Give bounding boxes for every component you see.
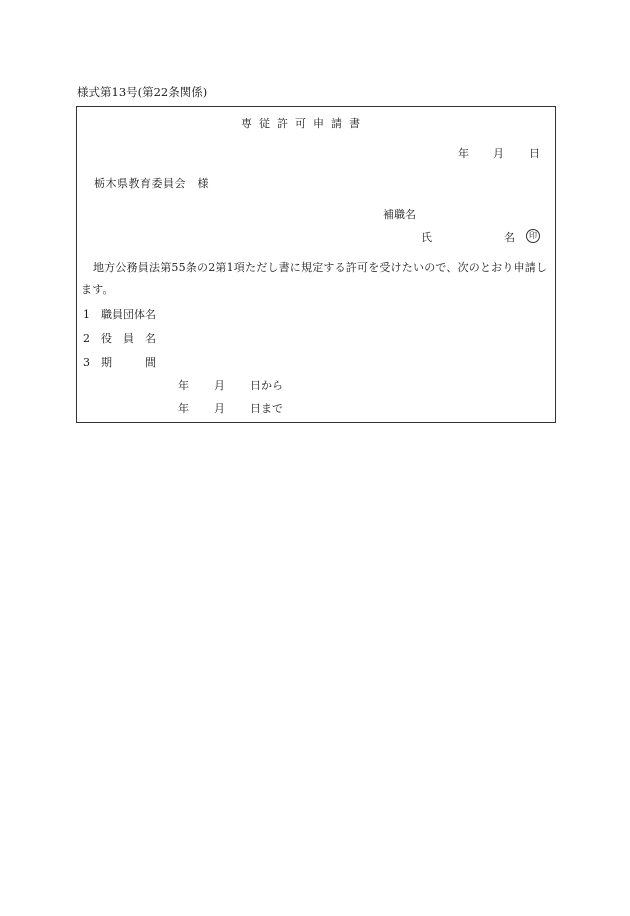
item-number-3: 3 <box>83 356 90 369</box>
item-number-1: 1 <box>83 308 90 321</box>
date-month-label: 月 <box>493 147 504 160</box>
application-form <box>76 106 556 423</box>
form-title: 専従許可申請書 <box>241 117 367 130</box>
period-from-day: 日から <box>250 379 283 392</box>
seal-mark: 印 <box>526 229 540 243</box>
period-to-day: 日まで <box>250 402 283 415</box>
date-day-label: 日 <box>529 147 540 160</box>
applicant-name-label-first: 氏 <box>421 231 432 244</box>
applicant-name-label-second: 名 <box>504 231 515 244</box>
item-label-period: 期 間 <box>101 356 156 369</box>
period-to-month: 月 <box>214 402 225 415</box>
form-number: 様式第13号(第22条関係) <box>77 85 208 99</box>
application-body-text: 地方公務員法第55条の2第1項ただし書に規定する許可を受けたいので、次のとおり申請します。 <box>81 261 548 296</box>
item-label-officer-name: 役 員 名 <box>101 332 156 345</box>
applicant-title-label: 補職名 <box>383 208 416 221</box>
item-label-organization: 職員団体名 <box>101 308 156 321</box>
period-to-year: 年 <box>178 402 189 415</box>
item-number-2: 2 <box>83 332 90 345</box>
date-year-label: 年 <box>458 147 469 160</box>
period-from-month: 月 <box>214 379 225 392</box>
addressee: 栃木県教育委員会 様 <box>94 177 209 190</box>
period-from-year: 年 <box>178 379 189 392</box>
